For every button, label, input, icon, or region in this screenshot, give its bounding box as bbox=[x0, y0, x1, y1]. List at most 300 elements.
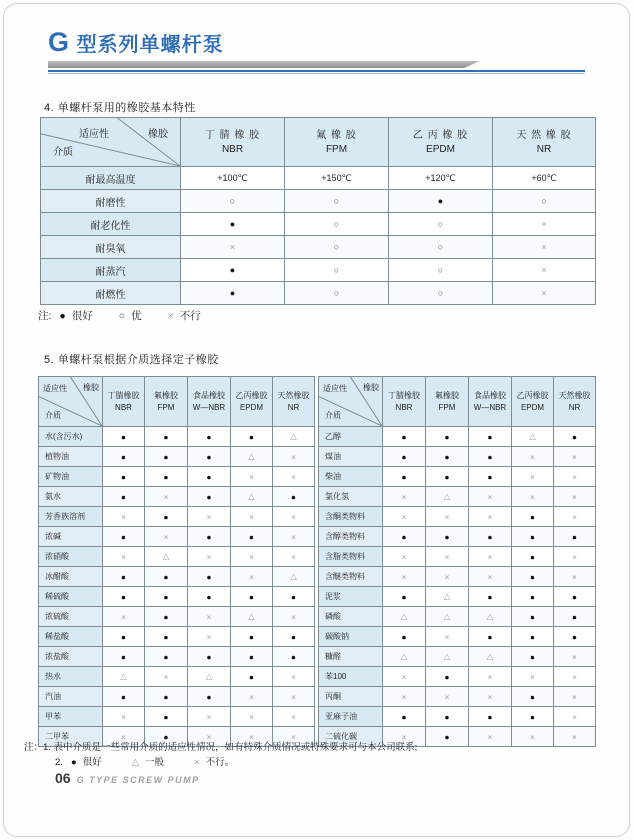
corner-adaptability-label: 适应性 bbox=[79, 129, 109, 140]
row-label: 含醇类物料 bbox=[319, 527, 383, 547]
corner-medium-label: 介质 bbox=[53, 147, 73, 158]
table-row bbox=[41, 282, 596, 305]
cell-value: ● bbox=[554, 607, 596, 627]
row-label: 汽油 bbox=[39, 687, 103, 707]
cell-value: △ bbox=[231, 607, 273, 627]
table-row bbox=[319, 587, 596, 607]
cell-value: ● bbox=[469, 587, 512, 607]
cell-value: ○ bbox=[285, 190, 389, 213]
legend-label: 很好 bbox=[82, 757, 102, 769]
cell-value: × bbox=[554, 667, 596, 687]
legend-item bbox=[132, 757, 164, 768]
title-underline-bar bbox=[48, 61, 480, 68]
cell-value: △ bbox=[426, 487, 469, 507]
table-row bbox=[319, 607, 596, 627]
cell-value: ● bbox=[103, 527, 145, 547]
cell-value: ● bbox=[512, 547, 554, 567]
row-label: 耐臭氧 bbox=[41, 236, 181, 259]
rubber-name: 天 然 橡 胶 bbox=[516, 129, 572, 141]
table-row bbox=[319, 427, 596, 447]
cell-value: ● bbox=[554, 587, 596, 607]
cell-value: △ bbox=[273, 427, 315, 447]
rubber-code: FPM bbox=[157, 402, 175, 412]
table2-right-body bbox=[319, 427, 596, 747]
rubber-column-header bbox=[554, 377, 596, 427]
cell-value: × bbox=[145, 487, 188, 507]
rubber-column-header bbox=[145, 377, 188, 427]
table2-right-header-row bbox=[319, 377, 596, 427]
legend-label: 很好 bbox=[71, 310, 93, 322]
cell-value: × bbox=[426, 507, 469, 527]
corner-header-cell bbox=[41, 118, 181, 167]
cell-value: × bbox=[273, 507, 315, 527]
rubber-column-header bbox=[188, 377, 231, 427]
legend-label: 优 bbox=[131, 310, 142, 322]
cell-value: ● bbox=[145, 447, 188, 467]
cell-value: × bbox=[512, 727, 554, 747]
cell-value: △ bbox=[273, 567, 315, 587]
table-row bbox=[319, 687, 596, 707]
cell-value: × bbox=[273, 667, 315, 687]
row-label: 浓硝酸 bbox=[39, 547, 103, 567]
note-line-2 bbox=[55, 755, 417, 770]
cell-value: × bbox=[512, 487, 554, 507]
cell-value: ● bbox=[103, 627, 145, 647]
page-footer bbox=[55, 770, 200, 788]
cell-value: ● bbox=[231, 647, 273, 667]
rubber-name: 食品橡胶 bbox=[193, 390, 225, 400]
row-label: 含脂类物料 bbox=[319, 547, 383, 567]
cell-value: △ bbox=[512, 427, 554, 447]
cell-value: × bbox=[554, 647, 596, 667]
cell-value: × bbox=[383, 507, 426, 527]
cell-value: × bbox=[273, 607, 315, 627]
row-label: 丙酮 bbox=[319, 687, 383, 707]
table1-body bbox=[41, 167, 596, 305]
cell-value: △ bbox=[188, 667, 231, 687]
cell-value: ● bbox=[145, 607, 188, 627]
cell-value: ● bbox=[383, 427, 426, 447]
row-label: 二硫化碳 bbox=[319, 727, 383, 747]
rubber-column-header bbox=[273, 377, 315, 427]
row-label: 植物油 bbox=[39, 447, 103, 467]
cell-value: × bbox=[273, 707, 315, 727]
table-row bbox=[319, 707, 596, 727]
table-row bbox=[41, 190, 596, 213]
cell-value: ● bbox=[145, 567, 188, 587]
legend-symbol: × bbox=[167, 310, 174, 322]
cell-value: × bbox=[231, 707, 273, 727]
cell-value: ● bbox=[103, 467, 145, 487]
stator-rubber-selection-table-right bbox=[318, 376, 596, 747]
cell-value: ● bbox=[273, 587, 315, 607]
cell-value: × bbox=[273, 467, 315, 487]
cell-value: × bbox=[512, 467, 554, 487]
cell-value: × bbox=[188, 727, 231, 747]
cell-value: △ bbox=[383, 607, 426, 627]
corner-medium-label: 介质 bbox=[325, 411, 341, 420]
row-label: 氯化氢 bbox=[319, 487, 383, 507]
cell-value: ● bbox=[426, 447, 469, 467]
cell-value: ● bbox=[231, 667, 273, 687]
cell-value: ● bbox=[188, 427, 231, 447]
cell-value: ● bbox=[426, 667, 469, 687]
cell-value: ○ bbox=[181, 190, 285, 213]
row-label: 乙醇 bbox=[319, 427, 383, 447]
row-label: 耐蒸汽 bbox=[41, 259, 181, 282]
cell-value: ● bbox=[469, 447, 512, 467]
cell-value: × bbox=[469, 687, 512, 707]
cell-value: ● bbox=[512, 567, 554, 587]
cell-value: ● bbox=[103, 447, 145, 467]
cell-value: ● bbox=[273, 627, 315, 647]
cell-value: × bbox=[231, 567, 273, 587]
cell-value: × bbox=[383, 687, 426, 707]
cell-value: × bbox=[181, 236, 285, 259]
cell-value: ● bbox=[273, 647, 315, 667]
rubber-code: EPDM bbox=[239, 402, 264, 412]
title-rule-line-light bbox=[48, 73, 585, 74]
legend-item bbox=[119, 310, 142, 322]
cell-value: ● bbox=[554, 427, 596, 447]
rubber-code: NBR bbox=[221, 143, 244, 155]
table-row bbox=[39, 467, 315, 487]
section5-title: 5. 单螺杆泵根据介质选择定子橡胶 bbox=[44, 354, 219, 366]
cell-value: × bbox=[383, 667, 426, 687]
cell-value: × bbox=[493, 236, 596, 259]
row-label: 耐老化性 bbox=[41, 213, 181, 236]
cell-value: +60℃ bbox=[493, 167, 596, 190]
cell-value: ● bbox=[383, 447, 426, 467]
corner-adaptability-label: 适应性 bbox=[323, 384, 347, 393]
rubber-name: 氟橡胶 bbox=[435, 390, 459, 400]
rubber-name: 乙 丙 橡 胶 bbox=[412, 129, 469, 141]
row-label: 耐磨性 bbox=[41, 190, 181, 213]
cell-value: × bbox=[273, 547, 315, 567]
cell-value: × bbox=[426, 567, 469, 587]
cell-value: ● bbox=[426, 727, 469, 747]
cell-value: ○ bbox=[389, 213, 493, 236]
cell-value: +150℃ bbox=[285, 167, 389, 190]
corner-header-cell bbox=[319, 377, 383, 427]
row-label: 耐燃性 bbox=[41, 282, 181, 305]
cell-value: △ bbox=[426, 647, 469, 667]
rubber-name: 天然橡胶 bbox=[558, 390, 591, 400]
rubber-column-header bbox=[493, 118, 596, 167]
table-row bbox=[319, 667, 596, 687]
row-label: 氨水 bbox=[39, 487, 103, 507]
cell-value: ● bbox=[426, 707, 469, 727]
cell-value: × bbox=[273, 687, 315, 707]
cell-value: × bbox=[383, 547, 426, 567]
cell-value: ● bbox=[103, 427, 145, 447]
cell-value: +100℃ bbox=[181, 167, 285, 190]
rubber-code: NBR bbox=[395, 402, 413, 412]
legend-item bbox=[194, 757, 234, 768]
rubber-name: 乙丙橡胶 bbox=[235, 390, 268, 400]
cell-value: × bbox=[103, 547, 145, 567]
table-row bbox=[41, 167, 596, 190]
cell-value: × bbox=[383, 727, 426, 747]
legend-symbol: △ bbox=[131, 757, 140, 769]
corner-rubber-label: 橡胶 bbox=[363, 383, 379, 392]
corner-adaptability-label: 适应性 bbox=[43, 384, 67, 393]
cell-value: △ bbox=[103, 667, 145, 687]
cell-value: ● bbox=[426, 427, 469, 447]
cell-value: ● bbox=[469, 467, 512, 487]
rubber-column-header bbox=[231, 377, 273, 427]
cell-value: × bbox=[188, 627, 231, 647]
cell-value: △ bbox=[469, 607, 512, 627]
cell-value: ● bbox=[103, 587, 145, 607]
table-row bbox=[39, 687, 315, 707]
rubber-column-header bbox=[469, 377, 512, 427]
table-row bbox=[39, 607, 315, 627]
section4-title: 4. 单螺杆泵用的橡胶基本特性 bbox=[44, 102, 196, 114]
table2-notes bbox=[24, 740, 417, 770]
row-label: 甲苯 bbox=[39, 707, 103, 727]
legend-label: 一般 bbox=[145, 757, 165, 769]
cell-value: ● bbox=[469, 427, 512, 447]
cell-value: × bbox=[273, 527, 315, 547]
rubber-code: NBR bbox=[115, 402, 132, 412]
legend-items bbox=[71, 757, 264, 768]
cell-value: × bbox=[103, 727, 145, 747]
cell-value: ○ bbox=[389, 282, 493, 305]
rubber-name: 乙丙橡胶 bbox=[516, 390, 549, 400]
row-label: 浓盐酸 bbox=[39, 647, 103, 667]
cell-value: × bbox=[103, 607, 145, 627]
rubber-name: 丁腈橡胶 bbox=[388, 390, 420, 400]
cell-value: ● bbox=[426, 467, 469, 487]
table-row bbox=[319, 467, 596, 487]
cell-value: × bbox=[554, 687, 596, 707]
cell-value: × bbox=[383, 487, 426, 507]
cell-value: × bbox=[512, 667, 554, 687]
row-label: 碳酸钠 bbox=[319, 627, 383, 647]
cell-value: ● bbox=[188, 467, 231, 487]
rubber-name: 丁 腈 橡 胶 bbox=[204, 129, 261, 141]
cell-value: ● bbox=[188, 687, 231, 707]
cell-value: × bbox=[273, 447, 315, 467]
rubber-name: 天然橡胶 bbox=[277, 390, 310, 400]
row-label: 含醚类物料 bbox=[319, 567, 383, 587]
cell-value: △ bbox=[383, 647, 426, 667]
legend-symbol: ● bbox=[70, 757, 77, 769]
footer-text: G TYPE SCREW PUMP bbox=[76, 775, 200, 785]
rubber-code: FPM bbox=[325, 143, 348, 155]
legend-label: 不行。 bbox=[205, 757, 235, 769]
legend-symbol: × bbox=[194, 757, 200, 769]
cell-value: × bbox=[512, 447, 554, 467]
row-label: 泥浆 bbox=[319, 587, 383, 607]
cell-value: △ bbox=[469, 647, 512, 667]
cell-value: ● bbox=[554, 527, 596, 547]
table2-left-header bbox=[39, 377, 315, 427]
stator-rubber-selection-table-left bbox=[38, 376, 315, 747]
rubber-code: NR bbox=[536, 143, 552, 155]
rubber-column-header bbox=[103, 377, 145, 427]
cell-value: × bbox=[426, 687, 469, 707]
cell-value: ● bbox=[181, 259, 285, 282]
cell-value: ● bbox=[512, 707, 554, 727]
rubber-code: W—NBR bbox=[192, 402, 226, 412]
cell-value: ● bbox=[145, 587, 188, 607]
table-row bbox=[39, 627, 315, 647]
rubber-column-header bbox=[181, 118, 285, 167]
cell-value: ○ bbox=[285, 282, 389, 305]
table-row bbox=[41, 213, 596, 236]
row-label: 糠醛 bbox=[319, 647, 383, 667]
cell-value: ● bbox=[231, 627, 273, 647]
table1-header bbox=[41, 118, 596, 167]
page-title: G 型系列单螺杆泵 bbox=[48, 27, 224, 57]
table-row bbox=[319, 547, 596, 567]
cell-value: ● bbox=[103, 687, 145, 707]
table-row bbox=[319, 447, 596, 467]
cell-value: ● bbox=[426, 527, 469, 547]
cell-value: ● bbox=[103, 487, 145, 507]
cell-value: ● bbox=[145, 427, 188, 447]
cell-value: ● bbox=[469, 627, 512, 647]
cell-value: ● bbox=[383, 707, 426, 727]
legend-item bbox=[71, 757, 102, 768]
cell-value: × bbox=[231, 467, 273, 487]
row-label: 水(含污水) bbox=[39, 427, 103, 447]
row-label: 浓硫酸 bbox=[39, 607, 103, 627]
cell-value: × bbox=[469, 487, 512, 507]
cell-value: ● bbox=[512, 607, 554, 627]
row-label: 苯100 bbox=[319, 667, 383, 687]
cell-value: +120℃ bbox=[389, 167, 493, 190]
cell-value: ● bbox=[512, 587, 554, 607]
row-label: 煤油 bbox=[319, 447, 383, 467]
cell-value: × bbox=[554, 727, 596, 747]
row-label: 芳香族溶剂 bbox=[39, 507, 103, 527]
cell-value: ○ bbox=[285, 259, 389, 282]
cell-value: × bbox=[469, 547, 512, 567]
table-row bbox=[39, 447, 315, 467]
cell-value: × bbox=[493, 213, 596, 236]
row-label: 矿物油 bbox=[39, 467, 103, 487]
cell-value: ● bbox=[383, 467, 426, 487]
cell-value: ● bbox=[231, 587, 273, 607]
cell-value: × bbox=[103, 707, 145, 727]
cell-value: × bbox=[231, 727, 273, 747]
cell-value: × bbox=[554, 547, 596, 567]
cell-value: ● bbox=[188, 487, 231, 507]
cell-value: ● bbox=[554, 627, 596, 647]
cell-value: ○ bbox=[493, 190, 596, 213]
cell-value: ● bbox=[512, 527, 554, 547]
cell-value: ● bbox=[188, 587, 231, 607]
table-row bbox=[39, 707, 315, 727]
table-row bbox=[319, 527, 596, 547]
cell-value: ● bbox=[469, 527, 512, 547]
cell-value: ● bbox=[469, 707, 512, 727]
cell-value: × bbox=[103, 507, 145, 527]
cell-value: × bbox=[188, 707, 231, 727]
legend-items bbox=[59, 310, 226, 322]
row-label: 冰醋酸 bbox=[39, 567, 103, 587]
legend-symbol: ● bbox=[59, 310, 66, 322]
cell-value: ● bbox=[231, 527, 273, 547]
cell-value: × bbox=[554, 487, 596, 507]
cell-value: ○ bbox=[389, 236, 493, 259]
table2-left-header-row bbox=[39, 377, 315, 427]
legend-symbol: ○ bbox=[118, 310, 126, 322]
table-row bbox=[319, 647, 596, 667]
row-label: 浓碱 bbox=[39, 527, 103, 547]
table-row bbox=[319, 627, 596, 647]
cell-value: ○ bbox=[285, 236, 389, 259]
cell-value: × bbox=[554, 447, 596, 467]
cell-value: ● bbox=[188, 567, 231, 587]
cell-value: ● bbox=[145, 627, 188, 647]
cell-value: × bbox=[554, 507, 596, 527]
row-label: 稀硫酸 bbox=[39, 587, 103, 607]
row-label: 亚麻子油 bbox=[319, 707, 383, 727]
table1-legend bbox=[38, 308, 227, 323]
cell-value: ● bbox=[103, 567, 145, 587]
cell-value: × bbox=[426, 627, 469, 647]
rubber-code: NR bbox=[287, 402, 300, 412]
row-label: 柴油 bbox=[319, 467, 383, 487]
cell-value: ● bbox=[512, 507, 554, 527]
cell-value: ○ bbox=[285, 213, 389, 236]
cell-value: × bbox=[554, 707, 596, 727]
rubber-column-header bbox=[285, 118, 389, 167]
cell-value: △ bbox=[231, 487, 273, 507]
cell-value: × bbox=[469, 727, 512, 747]
table-row bbox=[319, 507, 596, 527]
table-row bbox=[319, 487, 596, 507]
cell-value: ● bbox=[145, 467, 188, 487]
cell-value: × bbox=[145, 667, 188, 687]
cell-value: ● bbox=[512, 627, 554, 647]
table-row bbox=[41, 236, 596, 259]
table-row bbox=[41, 259, 596, 282]
cell-value: ● bbox=[512, 647, 554, 667]
cell-value: × bbox=[469, 667, 512, 687]
rubber-code: NR bbox=[568, 402, 581, 412]
table1-header-row bbox=[41, 118, 596, 167]
table-row bbox=[39, 487, 315, 507]
cell-value: × bbox=[231, 507, 273, 527]
table-row bbox=[39, 667, 315, 687]
table-row bbox=[39, 587, 315, 607]
cell-value: ● bbox=[103, 647, 145, 667]
corner-rubber-label: 橡胶 bbox=[83, 383, 99, 392]
cell-value: × bbox=[231, 687, 273, 707]
legend-prefix: 注: bbox=[38, 310, 52, 322]
legend-item bbox=[59, 310, 92, 322]
corner-rubber-label: 橡胶 bbox=[148, 129, 168, 140]
row-label: 耐最高温度 bbox=[41, 167, 181, 190]
table-row bbox=[39, 647, 315, 667]
cell-value: ● bbox=[188, 647, 231, 667]
rubber-code: W—NBR bbox=[473, 402, 507, 412]
cell-value: ● bbox=[181, 213, 285, 236]
rubber-characteristics-table bbox=[40, 117, 596, 305]
cell-value: × bbox=[145, 527, 188, 547]
cell-value: ● bbox=[231, 427, 273, 447]
cell-value: ● bbox=[188, 447, 231, 467]
cell-value: ● bbox=[145, 647, 188, 667]
cell-value: × bbox=[188, 547, 231, 567]
cell-value: × bbox=[426, 547, 469, 567]
cell-value: × bbox=[493, 282, 596, 305]
